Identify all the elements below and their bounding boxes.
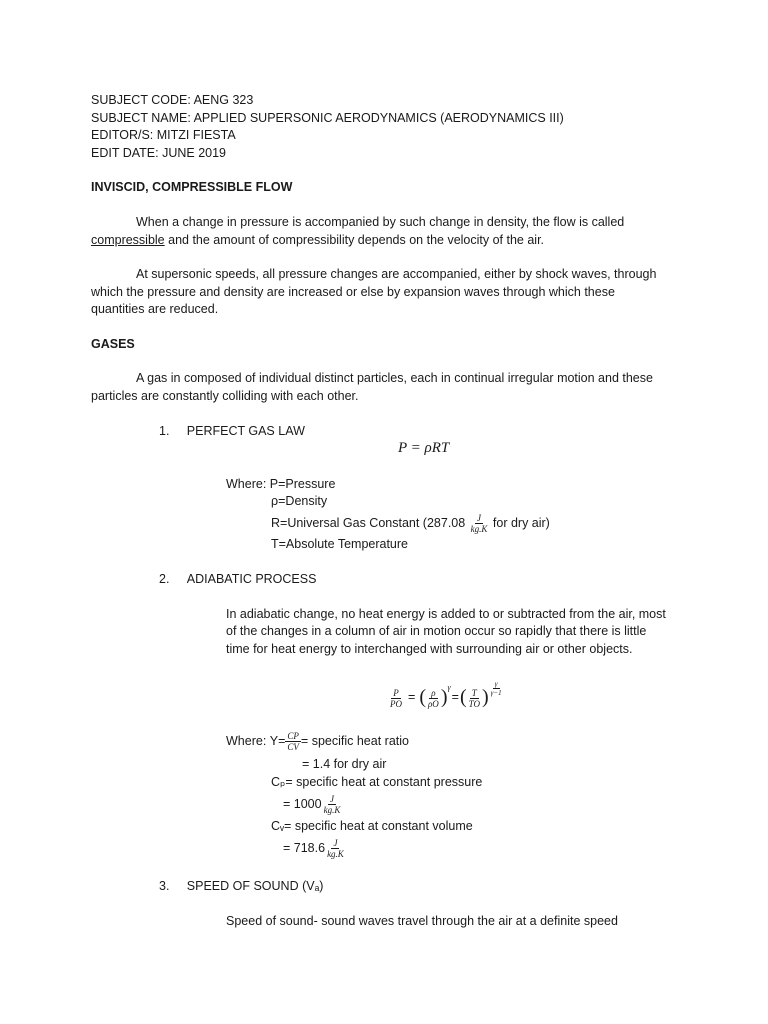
where-temperature: T=Absolute Temperature <box>271 537 408 551</box>
section-heading-gases: GASES <box>91 337 135 351</box>
denominator: PO <box>390 698 402 709</box>
cp-value <box>283 794 342 815</box>
list-item-title: 1. PERFECT GAS LAW <box>159 424 305 438</box>
equals-sign: = <box>451 690 459 705</box>
fraction-t <box>467 688 482 709</box>
subject-code: SUBJECT CODE: AENG 323 <box>91 93 254 107</box>
exponent-fraction <box>489 680 504 697</box>
gamma-fraction <box>285 731 301 752</box>
paragraph-line: A gas in composed of individual distinct particles, each in continual irregular motion and these <box>136 371 653 385</box>
unit-denominator: kg.K <box>470 524 488 534</box>
paragraph-line: of the changes in a column of air in motion occur so rapidly that there is little <box>226 624 647 638</box>
paragraph-line: In adiabatic change, no heat energy is added to or subtracted from the air, most <box>226 607 666 621</box>
paren: ( <box>459 686 467 709</box>
unit-denominator: kg.K <box>323 805 341 815</box>
paragraph-line: When a change in pressure is accompanied by such change in density, the flow is called <box>136 215 625 229</box>
numerator: P <box>393 687 399 698</box>
unit-denominator: kg.K <box>327 849 344 859</box>
list-item-title: 3. SPEED OF SOUND (Vₐ) <box>159 879 324 893</box>
where-density: ρ=Density <box>271 494 328 508</box>
unit-numerator: J <box>477 513 482 523</box>
fraction-p <box>388 688 404 709</box>
text: R=Universal Gas Constant (287.08 <box>271 515 469 530</box>
paren: ) <box>481 686 489 709</box>
section-heading-inviscid: INVISCID, COMPRESSIBLE FLOW <box>91 180 293 194</box>
term-compressible: compressible <box>91 233 165 247</box>
subject-name: SUBJECT NAME: APPLIED SUPERSONIC AERODYNAMICS (AERODYNAMICS III) <box>91 111 564 125</box>
paragraph-text: and the amount of compressibility depends on the velocity of the air. <box>164 233 545 247</box>
gamma-value: = 1.4 for dry air <box>302 757 387 771</box>
perfect-gas-equation: P = ρRT <box>398 440 450 456</box>
paragraph-line: time for heat energy to interchanged with surrounding air or other objects. <box>226 642 633 656</box>
unit-fraction <box>322 794 343 815</box>
paragraph-line: Speed of sound- sound waves travel through the air at a definite speed <box>226 914 618 928</box>
cv-label: Cᵥ= specific heat at constant volume <box>271 819 473 833</box>
denominator: CV <box>287 742 299 752</box>
text: = 718.6 <box>283 840 326 855</box>
paragraph-line <box>91 232 544 250</box>
unit-fraction <box>325 838 346 859</box>
paragraph-line: which the pressure and density are increased or else by expansion waves through which these <box>91 285 615 299</box>
equals-sign: = <box>408 690 416 705</box>
denominator: γ−1 <box>490 688 502 697</box>
text: for dry air) <box>489 515 550 530</box>
denominator: ρO <box>427 698 439 709</box>
cp-label: Cₚ= specific heat at constant pressure <box>271 775 483 789</box>
numerator: γ <box>494 679 498 688</box>
list-item-title: 2. ADIABATIC PROCESS <box>159 572 317 586</box>
adiabatic-equation <box>388 678 504 718</box>
cv-value <box>283 838 346 859</box>
paragraph-line: particles are constantly colliding with each other. <box>91 389 359 403</box>
where-gamma <box>226 731 409 752</box>
edit-date: EDIT DATE: JUNE 2019 <box>91 146 226 160</box>
unit-fraction <box>469 513 490 534</box>
numerator: ρ <box>431 687 436 698</box>
text: Where: Υ= <box>226 733 286 748</box>
paren: ) <box>440 686 448 709</box>
numerator: CP <box>287 731 299 741</box>
editors: EDITOR/S: MITZI FIESTA <box>91 128 236 142</box>
unit-numerator: J <box>329 794 334 804</box>
exponent-gamma: γ <box>447 683 451 693</box>
text: = 1000 <box>283 796 322 811</box>
fraction-rho <box>426 688 441 709</box>
where-gas-constant <box>271 513 550 534</box>
where-pressure: Where: P=Pressure <box>226 477 336 491</box>
paren: ( <box>419 686 426 709</box>
denominator: TO <box>468 698 480 709</box>
paragraph-line: At supersonic speeds, all pressure changes are accompanied, either by shock waves, through <box>136 267 657 281</box>
unit-numerator: J <box>333 838 338 848</box>
text: = specific heat ratio <box>300 733 409 748</box>
numerator: T <box>471 687 477 698</box>
paragraph-line: quantities are reduced. <box>91 302 219 316</box>
